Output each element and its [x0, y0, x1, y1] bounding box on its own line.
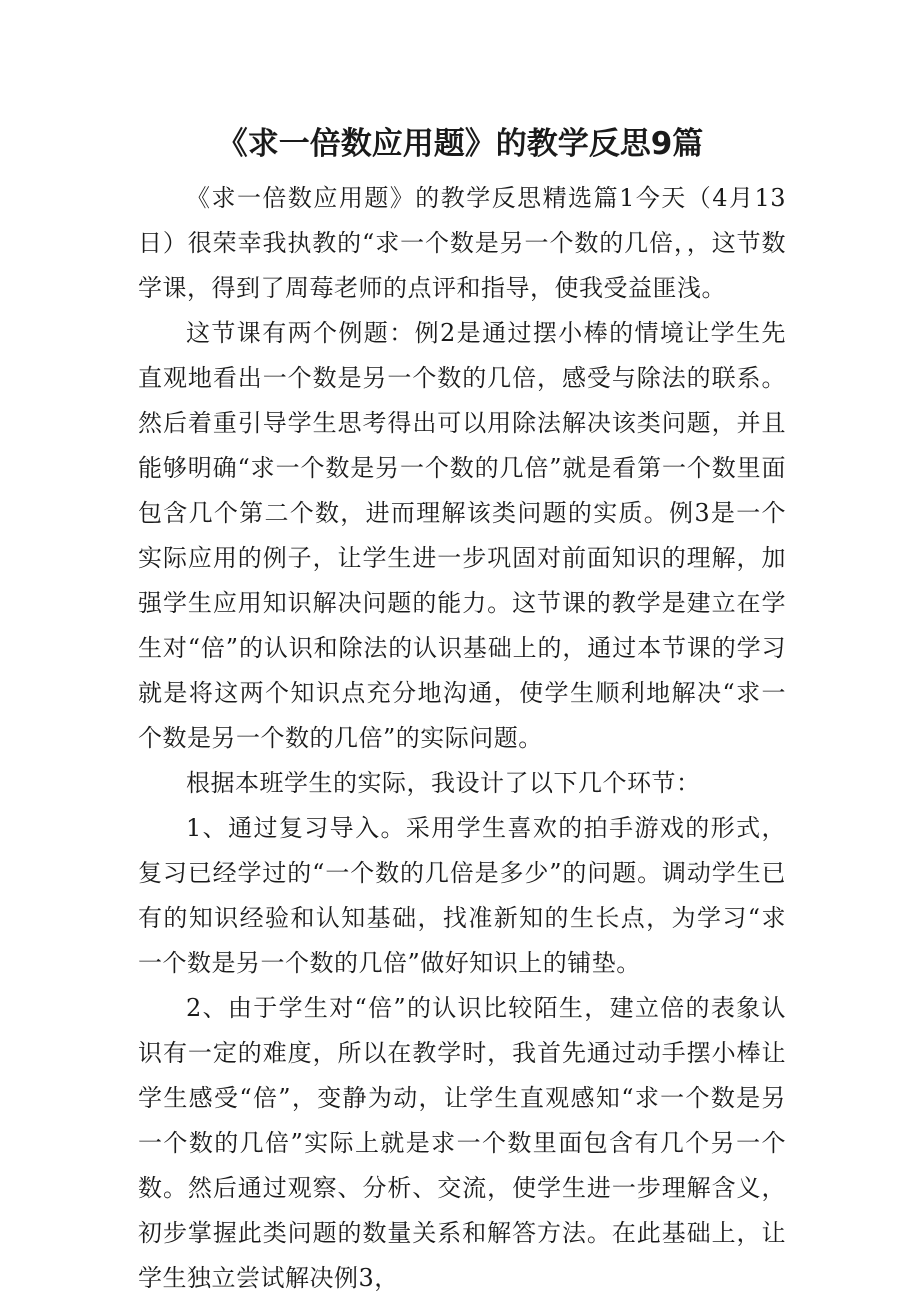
- document-title: 《求一倍数应用题》的教学反思9篇: [216, 126, 704, 162]
- paragraph: 2、由于学生对“倍”的认识比较陌生，建立倍的表象认识有一定的难度，所以在教学时，我首先通过动手摆小棒让学生感受“倍”，变静为动，让学生直观感知“求一个数是另一个数的几倍”实际上就是求一个数里面包含有几个另一个数。然后通过观察、分析、交流，使学生进一步理解含义，初步掌握此类问题的数量关系和解答方法。在此基础上，让学生独立尝试解决例3，: [138, 994, 786, 1292]
- document-body: [138, 176, 786, 1301]
- paragraph: 根据本班学生的实际，我设计了以下几个环节：: [186, 769, 701, 797]
- paragraph: 《求一倍数应用题》的教学反思精选篇1今天（4月13日）很荣幸我执教的“求一个数是另一个数的几倍，，这节数学课，得到了周莓老师的点评和指导，使我受益匪浅。: [138, 184, 786, 302]
- paragraph: 这节课有两个例题：例2是通过摆小棒的情境让学生先直观地看出一个数是另一个数的几倍，感受与除法的联系。然后着重引导学生思考得出可以用除法解决该类问题，并且能够明确“求一个数是另一个数的几倍”就是看第一个数里面包含几个第二个数，进而理解该类问题的实质。例3是一个实际应用的例子，让学生进一步巩固对前面知识的理解，加强学生应用知识解决问题的能力。这节课的教学是建立在学生对“倍”的认识和除法的认识基础上的，通过本节课的学习就是将这两个知识点充分地沟通，使学生顺利地解决“求一个数是另一个数的几倍”的实际问题。: [138, 319, 786, 752]
- paragraph: 1、通过复习导入。采用学生喜欢的拍手游戏的形式，复习已经学过的“一个数的几倍是多少”的问题。调动学生已有的知识经验和认知基础，找准新知的生长点，为学习“求一个数是另一个数的几倍”做好知识上的铺垫。: [138, 814, 786, 977]
